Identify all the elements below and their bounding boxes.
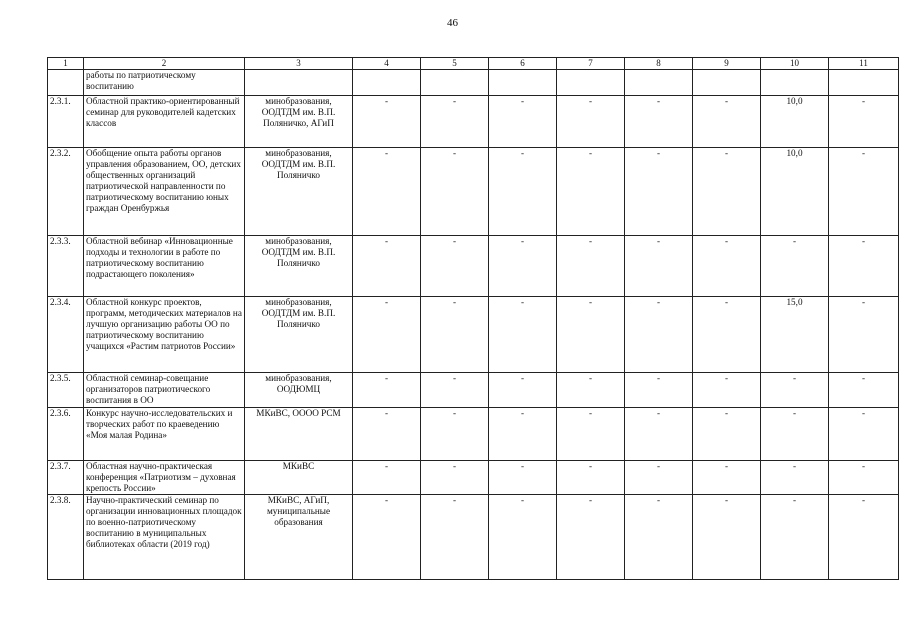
value-cell: 10,0 — [761, 96, 829, 148]
header-row — [48, 58, 899, 70]
activity-name: Областная научно-практическая конференция «Патриотизм – духовная крепость России» — [84, 461, 245, 495]
value-cell: - — [421, 236, 489, 297]
value-cell: - — [489, 96, 557, 148]
row-number: 2.3.1. — [48, 96, 84, 148]
activity-name: Обобщение опыта работы органов управления образованием, ОО, детских общественных организаций патриотической направленности по патриотическому воспитанию юных граждан Оренбуржья — [84, 148, 245, 236]
activity-name: работы по патриотическому воспитанию — [84, 70, 245, 96]
row-number — [48, 70, 84, 96]
value-cell: - — [829, 461, 899, 495]
value-cell: - — [353, 96, 421, 148]
executor: МКиВС, АГиП, муниципальные образования — [245, 495, 353, 580]
value-cell — [353, 70, 421, 96]
executor: МКиВС, ОООО РСМ — [245, 408, 353, 461]
row-number: 2.3.3. — [48, 236, 84, 297]
value-cell: - — [557, 96, 625, 148]
activity-name: Конкурс научно-исследовательских и творческих работ по краеведению «Моя малая Родина» — [84, 408, 245, 461]
row-number: 2.3.7. — [48, 461, 84, 495]
table-row — [48, 236, 899, 297]
value-cell — [557, 70, 625, 96]
col-header: 1 — [48, 58, 84, 70]
value-cell: - — [761, 373, 829, 408]
value-cell: - — [761, 495, 829, 580]
value-cell: - — [489, 461, 557, 495]
value-cell: - — [353, 236, 421, 297]
value-cell: - — [421, 495, 489, 580]
col-header: 9 — [693, 58, 761, 70]
col-header: 5 — [421, 58, 489, 70]
row-number: 2.3.2. — [48, 148, 84, 236]
value-cell: - — [489, 148, 557, 236]
table-row — [48, 96, 899, 148]
executor: минобразования, ООДТДМ им. В.П. Поляничко — [245, 236, 353, 297]
value-cell: - — [625, 408, 693, 461]
value-cell: - — [829, 297, 899, 373]
value-cell: - — [353, 408, 421, 461]
value-cell: - — [693, 236, 761, 297]
value-cell: - — [489, 495, 557, 580]
value-cell: - — [421, 373, 489, 408]
table-row — [48, 495, 899, 580]
value-cell: - — [421, 297, 489, 373]
value-cell — [693, 70, 761, 96]
col-header: 10 — [761, 58, 829, 70]
row-number: 2.3.5. — [48, 373, 84, 408]
value-cell: - — [829, 236, 899, 297]
value-cell: 10,0 — [761, 148, 829, 236]
value-cell — [421, 70, 489, 96]
value-cell: - — [557, 236, 625, 297]
executor — [245, 70, 353, 96]
col-header: 2 — [84, 58, 245, 70]
value-cell: - — [625, 148, 693, 236]
table-row — [48, 461, 899, 495]
value-cell: - — [693, 148, 761, 236]
value-cell: - — [557, 408, 625, 461]
col-header: 3 — [245, 58, 353, 70]
value-cell: - — [693, 495, 761, 580]
page-number: 46 — [447, 17, 458, 29]
value-cell: - — [693, 408, 761, 461]
col-header: 4 — [353, 58, 421, 70]
row-number: 2.3.8. — [48, 495, 84, 580]
value-cell: - — [557, 373, 625, 408]
value-cell: - — [353, 461, 421, 495]
activity-name: Областной семинар-совещание организаторов патриотического воспитания в ОО — [84, 373, 245, 408]
table-row — [48, 148, 899, 236]
value-cell: - — [557, 297, 625, 373]
row-number: 2.3.6. — [48, 408, 84, 461]
value-cell: - — [353, 297, 421, 373]
activity-name: Областной практико-ориентированный семинар для руководителей кадетских классов — [84, 96, 245, 148]
value-cell: - — [489, 373, 557, 408]
value-cell: - — [829, 373, 899, 408]
value-cell: - — [829, 495, 899, 580]
value-cell: - — [829, 148, 899, 236]
value-cell: - — [761, 461, 829, 495]
value-cell: - — [489, 408, 557, 461]
value-cell — [625, 70, 693, 96]
value-cell: - — [421, 96, 489, 148]
value-cell: - — [353, 373, 421, 408]
table-row — [48, 408, 899, 461]
value-cell: 15,0 — [761, 297, 829, 373]
plan-table — [47, 57, 899, 580]
table-row — [48, 70, 899, 96]
activity-name: Областной вебинар «Инновационные подходы и технологии в работе по патриотическому воспитанию подрастающего поколения» — [84, 236, 245, 297]
value-cell: - — [625, 461, 693, 495]
col-header: 11 — [829, 58, 899, 70]
table-row — [48, 373, 899, 408]
value-cell: - — [693, 96, 761, 148]
value-cell: - — [693, 297, 761, 373]
activity-name: Областной конкурс проектов, программ, методических материалов на лучшую организацию работы ОО по патриотическому воспитанию учащихся «Растим патриотов России» — [84, 297, 245, 373]
value-cell: - — [421, 408, 489, 461]
executor: минобразования, ООДТДМ им. В.П. Поляничко, АГиП — [245, 96, 353, 148]
executor: минобразования, ООДЮМЦ — [245, 373, 353, 408]
value-cell: - — [693, 461, 761, 495]
value-cell: - — [489, 236, 557, 297]
value-cell: - — [625, 373, 693, 408]
value-cell: - — [353, 495, 421, 580]
value-cell — [761, 70, 829, 96]
value-cell: - — [421, 148, 489, 236]
executor: минобразования, ООДТДМ им. В.П. Поляничко — [245, 148, 353, 236]
value-cell: - — [761, 408, 829, 461]
activity-name: Научно-практический семинар по организации инновационных площадок по военно-патриотическому воспитанию в муниципальных библиотеках области (2019 год) — [84, 495, 245, 580]
value-cell — [489, 70, 557, 96]
value-cell: - — [625, 236, 693, 297]
executor: минобразования, ООДТДМ им. В.П. Поляничко — [245, 297, 353, 373]
value-cell: - — [557, 148, 625, 236]
value-cell — [829, 70, 899, 96]
value-cell: - — [829, 408, 899, 461]
value-cell: - — [557, 461, 625, 495]
col-header: 7 — [557, 58, 625, 70]
value-cell: - — [829, 96, 899, 148]
value-cell: - — [761, 236, 829, 297]
value-cell: - — [489, 297, 557, 373]
value-cell: - — [625, 297, 693, 373]
value-cell: - — [625, 495, 693, 580]
value-cell: - — [557, 495, 625, 580]
col-header: 8 — [625, 58, 693, 70]
table-row — [48, 297, 899, 373]
value-cell: - — [353, 148, 421, 236]
value-cell: - — [421, 461, 489, 495]
value-cell: - — [625, 96, 693, 148]
executor: МКиВС — [245, 461, 353, 495]
value-cell: - — [693, 373, 761, 408]
row-number: 2.3.4. — [48, 297, 84, 373]
col-header: 6 — [489, 58, 557, 70]
